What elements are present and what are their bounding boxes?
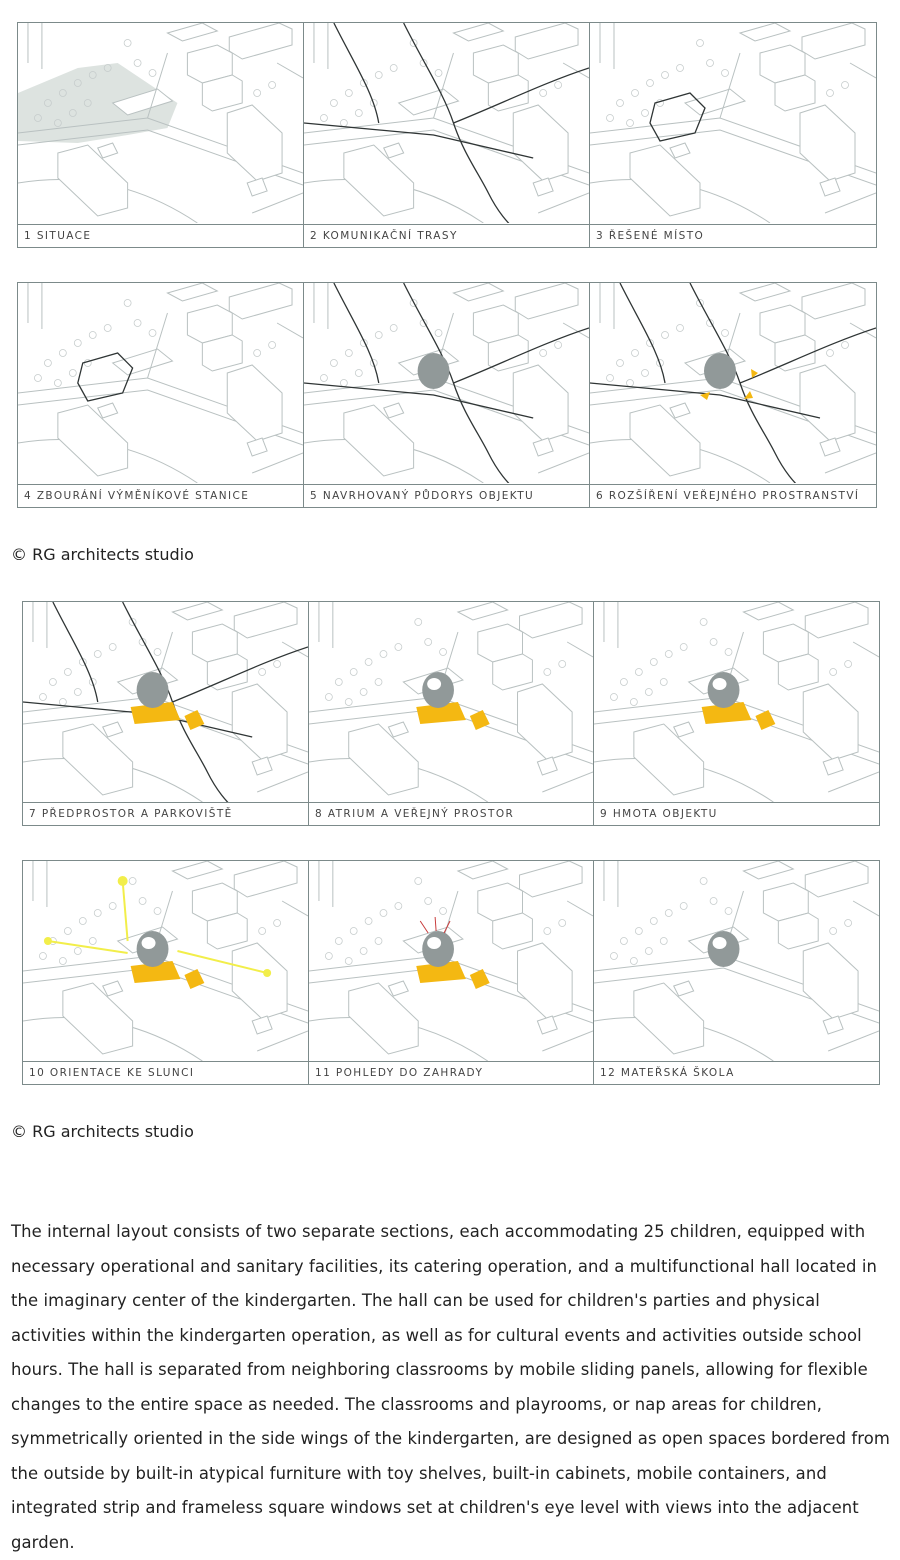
site-plan-diagram bbox=[18, 283, 303, 483]
panel-caption: 9 HMOTA OBJEKTU bbox=[594, 802, 879, 825]
diagram-panel-2 bbox=[304, 23, 590, 247]
diagram-panel-10 bbox=[23, 861, 309, 1084]
diagram-panel-9 bbox=[594, 602, 879, 825]
diagram-panel-5 bbox=[304, 283, 590, 507]
diagram-row-4 bbox=[22, 860, 880, 1085]
site-plan-diagram bbox=[590, 283, 876, 483]
diagram-panel-3 bbox=[590, 23, 876, 247]
diagram-panel-7 bbox=[23, 602, 309, 825]
body-paragraph: The internal layout consists of two separate sections, each accommodating 25 children, equipped with necessary operational and sanitary facilities, its catering operation, and a multifunctional hall located in the imaginary center of the kindergarten. The hall can be used for children's parties and physical activities within the kindergarten operation, as well as for cultural events and activities outside school hours. The hall is separated from neighboring classrooms by mobile sliding panels, allowing for flexible changes to the entire space as needed. The classrooms and playrooms, or nap areas for children, symmetrically oriented in the side wings of the kindergarten, are designed as open spaces bordered from the outside by built-in atypical furniture with toy shelves, built-in cabinets, mobile containers, and integrated strip and frameless square windows set at children's eye level with views into the adjacent garden. bbox=[11, 1222, 890, 1552]
diagram-row-1 bbox=[17, 22, 877, 248]
site-plan-diagram bbox=[18, 23, 303, 223]
panel-caption: 8 ATRIUM A VEŘEJNÝ PROSTOR bbox=[309, 802, 593, 825]
diagram-panel-1 bbox=[18, 23, 304, 247]
panel-caption: 4 ZBOURÁNÍ VÝMĚNÍKOVÉ STANICE bbox=[18, 484, 303, 507]
panel-caption: 2 KOMUNIKAČNÍ TRASY bbox=[304, 224, 589, 247]
panel-caption: 5 NAVRHOVANÝ PŮDORYS OBJEKTU bbox=[304, 484, 589, 507]
site-plan-diagram bbox=[23, 861, 308, 1061]
site-plan-diagram bbox=[309, 861, 593, 1061]
diagram-panel-11 bbox=[309, 861, 594, 1084]
panel-caption: 10 ORIENTACE KE SLUNCI bbox=[23, 1061, 308, 1084]
site-plan-diagram bbox=[23, 602, 308, 802]
site-plan-diagram bbox=[594, 602, 879, 802]
diagram-panel-12 bbox=[594, 861, 879, 1084]
photo-credit: © RG architects studio bbox=[11, 1122, 194, 1141]
site-plan-diagram bbox=[309, 602, 593, 802]
site-plan-diagram bbox=[590, 23, 876, 223]
panel-caption: 3 ŘEŠENÉ MÍSTO bbox=[590, 224, 876, 247]
photo-credit: © RG architects studio bbox=[11, 545, 194, 564]
panel-caption: 6 ROZŠÍŘENÍ VEŘEJNÉHO PROSTRANSTVÍ bbox=[590, 484, 876, 507]
panel-caption: 1 SITUACE bbox=[18, 224, 303, 247]
site-plan-diagram bbox=[304, 283, 589, 483]
site-plan-diagram bbox=[304, 23, 589, 223]
diagram-panel-4 bbox=[18, 283, 304, 507]
diagram-row-2 bbox=[17, 282, 877, 508]
diagram-panel-6 bbox=[590, 283, 876, 507]
diagram-row-3 bbox=[22, 601, 880, 826]
panel-caption: 7 PŘEDPROSTOR A PARKOVIŠTĚ bbox=[23, 802, 308, 825]
diagram-panel-8 bbox=[309, 602, 594, 825]
panel-caption: 12 MATEŘSKÁ ŠKOLA bbox=[594, 1061, 879, 1084]
panel-caption: 11 POHLEDY DO ZAHRADY bbox=[309, 1061, 593, 1084]
site-plan-diagram bbox=[594, 861, 879, 1061]
